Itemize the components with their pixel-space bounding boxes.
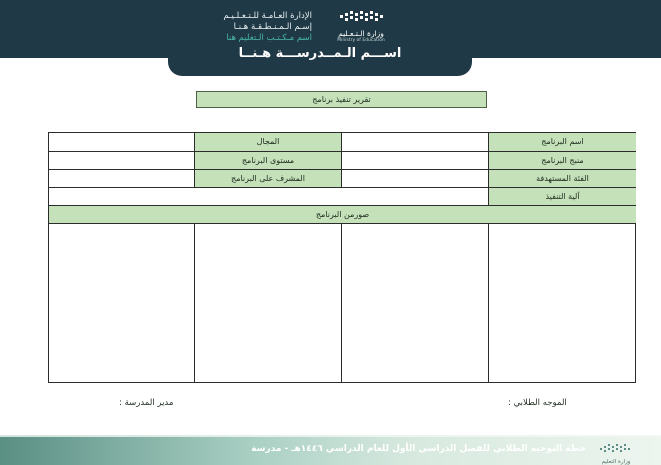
- target-group-value[interactable]: [342, 170, 489, 188]
- program-executor-label: منبج البرنامج: [489, 152, 636, 170]
- admin-region: إسـم الـمـنـطـقـة هـنـا: [233, 22, 312, 32]
- photos-header: صورمن البرنامج: [49, 206, 636, 224]
- photo-slot-3[interactable]: [195, 224, 342, 382]
- administration-info: [200, 11, 312, 44]
- ministry-name-ar: وزارة الـتـعـليم: [338, 29, 384, 38]
- footer-plan-title: خطة التوجيه الطلابي للفصل الدراسي الأول للعام الدراسي ١٤٤٦هـ - مدرسة: [251, 444, 586, 454]
- supervisor-value[interactable]: [49, 170, 195, 188]
- admin-office: اسم مـكـتـب الـتعليم هنا: [226, 33, 312, 43]
- program-level-value[interactable]: [49, 152, 195, 170]
- program-name-value[interactable]: [342, 133, 489, 152]
- program-executor-value[interactable]: [342, 152, 489, 170]
- program-name-label: اسم البرنامج: [489, 133, 636, 152]
- supervisor-label: المشرف على البرنامج: [195, 170, 342, 188]
- school-principal-signature: مدير المدرسة :: [119, 398, 174, 408]
- ministry-logo: [336, 8, 386, 44]
- report-title: تقرير تنفيذ برنامج: [196, 91, 487, 108]
- program-level-label: مستوى البرنامج: [195, 152, 342, 170]
- execution-mechanism-value[interactable]: [49, 188, 489, 206]
- target-group-label: الفئة المستهدفة: [489, 170, 636, 188]
- ministry-name-en: Ministry of Education: [337, 38, 385, 43]
- student-counselor-signature: الموجه الطلابي :: [508, 398, 567, 408]
- ministry-logo-icon: [336, 9, 386, 23]
- photo-slot-4[interactable]: [49, 224, 195, 382]
- photo-slot-2[interactable]: [342, 224, 489, 382]
- program-report-table: [48, 132, 636, 383]
- admin-general: الإدارة العـامـة للـتـعـلـيـم: [223, 11, 312, 21]
- footer-ministry-logo: [596, 440, 636, 465]
- photo-slot-1[interactable]: [489, 224, 636, 382]
- footer-logo-text: وزارة التعليم: [601, 459, 631, 465]
- field-label: المجال: [195, 133, 342, 152]
- footer-logo-icon: [596, 443, 636, 455]
- field-value[interactable]: [49, 133, 195, 152]
- school-name: اســـم الـمــدرســـة هـنــا: [238, 46, 402, 61]
- execution-mechanism-label: آلية التنفيذ: [489, 188, 636, 206]
